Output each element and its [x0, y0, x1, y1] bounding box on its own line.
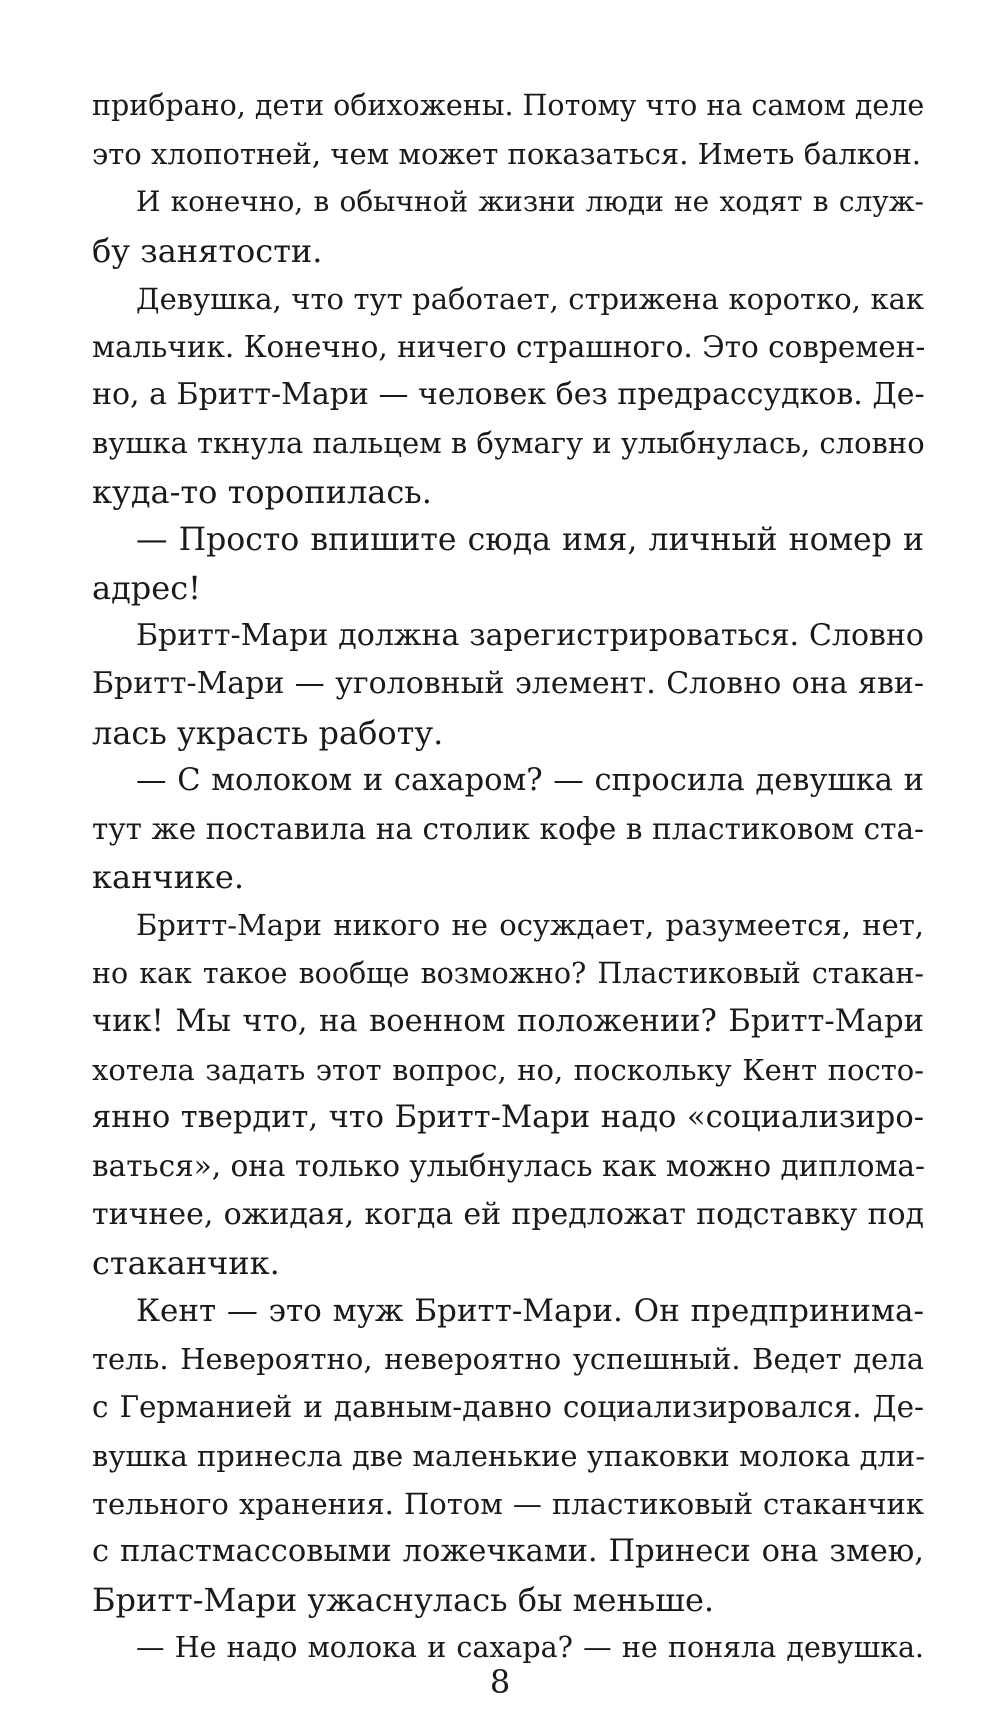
text-line: тут же поставила на столик кофе в пластиковом ста- [92, 812, 924, 846]
book-page-text [92, 82, 926, 1664]
page-number: 8 [489, 1663, 511, 1701]
text-line: Бритт-Мари должна зарегистрироваться. Словно [136, 618, 924, 653]
text-line: — С молоком и сахаром? — спросила девушка и [136, 763, 924, 798]
text-line: но как такое вообще возможно? Пластиковый стакан- [92, 957, 924, 990]
text-line: Бритт-Мари ужаснулась бы меньше. [92, 1581, 715, 1619]
text-line: стаканчик. [92, 1244, 280, 1282]
text-line: Бритт-Мари никого не осуждает, разумеется, нет, [136, 908, 924, 942]
text-line: с пластмассовыми ложечками. Принеси она змею, [92, 1534, 924, 1569]
text-line: И конечно, в обычной жизни люди не ходят в служ- [136, 185, 924, 218]
text-line: Бритт-Мари — уголовный элемент. Словно она яви- [92, 666, 924, 701]
text-line: с Германией и давным-давно социализировался. Де- [92, 1390, 924, 1424]
text-line: ваться», она только улыбнулась как можно диплома- [92, 1149, 925, 1183]
text-line: — Не надо молока и сахара? — не поняла девушка. [136, 1631, 924, 1664]
text-line: тельного хранения. Потом — пластиковый стаканчик [92, 1487, 924, 1521]
text-line: хотела задать этот вопрос, но, поскольку Кент посто- [92, 1053, 924, 1087]
text-line: вушка ткнула пальцем в бумагу и улыбнулась, словно [92, 426, 925, 460]
text-line: лась украсть работу. [92, 714, 444, 752]
text-line: тель. Невероятно, невероятно успешный. Ведет дела [92, 1342, 924, 1376]
text-line: янно твердит, что Бритт-Мари надо «социализиро- [92, 1100, 924, 1135]
text-line: куда-то торопилась. [92, 473, 432, 511]
text-line: бу занятости. [92, 232, 323, 270]
text-line: прибрано, дети обихожены. Потому что на самом деле [92, 89, 925, 122]
text-line: Девушка, что тут работает, стрижена коротко, как [136, 282, 924, 316]
text-line: адрес! [92, 569, 201, 607]
text-line: — Просто впишите сюда имя, личный номер и [136, 522, 924, 558]
text-line: Кент — это муж Бритт-Мари. Он предпринима- [136, 1293, 924, 1329]
text-line: вушка принесла две маленькие упаковки молока дли- [92, 1439, 926, 1473]
text-line: канчике. [92, 858, 244, 896]
text-line: это хлопотней, чем может показаться. Иметь балкон. [92, 137, 921, 171]
text-line: но, а Бритт-Мари — человек без предрассудков. Де- [92, 377, 925, 412]
text-line: тичнее, ожидая, когда ей предложат подставку под [92, 1197, 924, 1232]
text-line: мальчик. Конечно, ничего страшного. Это современ- [92, 330, 926, 364]
text-line: чик! Мы что, на военном положении? Бритт-Мари [92, 1004, 924, 1039]
